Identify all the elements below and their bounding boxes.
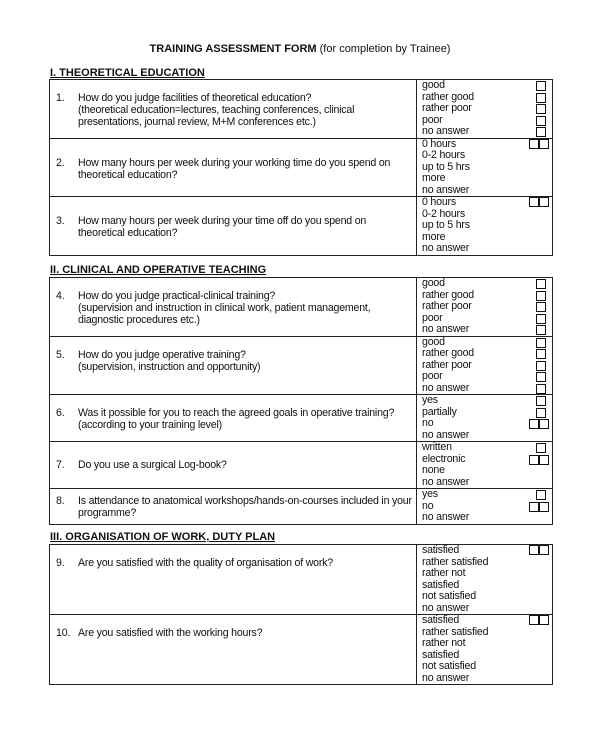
answer-checkbox[interactable] xyxy=(536,396,546,406)
answer-checkbox[interactable] xyxy=(539,455,549,465)
answer-option: poor xyxy=(422,113,443,126)
answer-option: no answer xyxy=(422,475,470,488)
answer-checkbox[interactable] xyxy=(536,127,546,137)
answer-checkbox[interactable] xyxy=(536,325,546,335)
answer-option: satisfied xyxy=(422,614,460,626)
question-text: Is attendance to anatomical workshops/hands-on-courses included in your programme? xyxy=(78,495,412,519)
answer-option: rather satisfied xyxy=(422,625,489,638)
answer-checkbox[interactable] xyxy=(536,372,546,382)
question-number: 6. xyxy=(56,407,65,419)
section-heading: I. THEORETICAL EDUCATION xyxy=(50,67,205,79)
answer-option: rather satisfied xyxy=(422,555,489,568)
answer-checkbox[interactable] xyxy=(536,349,546,359)
question-row xyxy=(50,278,553,337)
answer-option: 0-2 hours xyxy=(422,207,465,220)
answer-option: more xyxy=(422,172,446,184)
answer-option: no answer xyxy=(422,601,470,614)
answer-checkbox[interactable] xyxy=(536,291,546,301)
answer-checkbox[interactable] xyxy=(536,302,546,312)
question-text: Do you use a surgical Log-book? xyxy=(78,459,227,471)
answer-option: not satisfied xyxy=(422,590,476,602)
question-row xyxy=(50,138,553,197)
answer-option: satisfied xyxy=(422,578,460,591)
answer-option: yes xyxy=(422,488,438,500)
answer-checkbox[interactable] xyxy=(536,361,546,371)
answer-option: no answer xyxy=(422,183,470,196)
answer-option: poor xyxy=(422,370,443,382)
answer-option: no answer xyxy=(422,671,470,684)
question-text: Was it possible for you to reach the agreed goals in operative training? (according to your training level) xyxy=(78,407,395,431)
answer-checkbox[interactable] xyxy=(529,139,539,149)
answer-option: up to 5 hrs xyxy=(422,219,470,231)
answer-checkbox[interactable] xyxy=(539,615,549,625)
answer-option: partially xyxy=(422,405,457,418)
answer-checkbox[interactable] xyxy=(539,502,549,512)
question-number: 8. xyxy=(56,495,65,507)
answer-option: rather good xyxy=(422,90,474,103)
answer-option: rather good xyxy=(422,288,474,301)
answer-checkbox[interactable] xyxy=(529,545,539,555)
answer-checkbox[interactable] xyxy=(536,384,546,394)
question-number: 5. xyxy=(56,348,65,361)
question-text: How do you judge operative training? (supervision, instruction and opportunity) xyxy=(78,348,261,373)
answer-option: no answer xyxy=(422,125,470,137)
answer-option: no answer xyxy=(422,242,470,254)
question-text: How many hours per week during your time off do you spend on theoretical education? xyxy=(78,215,367,239)
answer-option: up to 5 hrs xyxy=(422,160,470,173)
question-table xyxy=(49,544,553,685)
answer-option: 0 hours xyxy=(422,137,456,150)
question-text: Are you satisfied with the quality of organisation of work? xyxy=(78,557,333,569)
question-number: 10. xyxy=(56,627,71,639)
answer-checkbox[interactable] xyxy=(529,502,539,512)
question-row xyxy=(50,615,553,685)
question-number: 4. xyxy=(56,290,65,302)
answer-option: satisfied xyxy=(422,544,460,556)
answer-option: rather poor xyxy=(422,358,472,371)
answer-checkbox[interactable] xyxy=(539,419,549,429)
question-row xyxy=(50,545,553,615)
answer-option: 0 hours xyxy=(422,196,456,208)
question-row xyxy=(50,336,553,395)
answer-option: more xyxy=(422,230,446,243)
question-text: How many hours per week during your working time do you spend on theoretical education? xyxy=(78,156,391,181)
answer-option: rather poor xyxy=(422,102,472,114)
question-row xyxy=(50,197,553,256)
answer-option: poor xyxy=(422,311,443,324)
answer-option: satisfied xyxy=(422,648,460,661)
answer-checkbox[interactable] xyxy=(539,545,549,555)
answer-checkbox[interactable] xyxy=(536,490,546,500)
answer-checkbox[interactable] xyxy=(536,81,546,91)
answer-option: 0-2 hours xyxy=(422,149,465,161)
answer-option: rather poor xyxy=(422,300,472,312)
question-table xyxy=(49,79,553,256)
answer-option: good xyxy=(422,79,445,91)
question-table xyxy=(49,277,553,525)
answer-checkbox[interactable] xyxy=(529,455,539,465)
answer-option: none xyxy=(422,464,445,476)
question-number: 9. xyxy=(56,557,65,569)
answer-option: no xyxy=(422,499,434,512)
section-heading: III. ORGANISATION OF WORK, DUTY PLAN xyxy=(50,531,276,543)
question-number: 7. xyxy=(56,459,65,471)
answer-option: no answer xyxy=(422,511,470,523)
answer-checkbox[interactable] xyxy=(536,116,546,126)
answer-checkbox[interactable] xyxy=(539,197,549,207)
question-text: Are you satisfied with the working hours? xyxy=(78,627,263,639)
answer-checkbox[interactable] xyxy=(536,104,546,114)
answer-option: rather good xyxy=(422,347,474,359)
question-row xyxy=(50,489,553,525)
answer-option: good xyxy=(422,335,445,348)
form-title: TRAINING ASSESSMENT FORM (for completion by Trainee) xyxy=(149,43,451,55)
question-row xyxy=(50,395,553,442)
question-text: How do you judge practical-clinical training? (supervision and instruction in clinical work, patient management, diagnostic procedures etc.) xyxy=(78,290,371,326)
answer-option: good xyxy=(422,277,445,289)
question-row xyxy=(50,442,553,489)
answer-checkbox[interactable] xyxy=(536,408,546,418)
answer-option: no answer xyxy=(422,428,470,441)
question-number: 2. xyxy=(56,156,65,169)
answer-option: yes xyxy=(422,394,438,406)
answer-checkbox[interactable] xyxy=(536,279,546,289)
answer-checkbox[interactable] xyxy=(536,338,546,348)
answer-option: no xyxy=(422,417,434,429)
answer-checkbox[interactable] xyxy=(536,93,546,103)
answer-option: no answer xyxy=(422,381,470,394)
answer-option: rather not xyxy=(422,637,466,649)
answer-option: electronic xyxy=(422,452,466,465)
answer-option: not satisfied xyxy=(422,660,476,672)
answer-checkbox[interactable] xyxy=(536,314,546,324)
answer-option: no answer xyxy=(422,323,470,335)
answer-option: written xyxy=(422,441,452,453)
answer-checkbox[interactable] xyxy=(529,197,539,207)
answer-checkbox[interactable] xyxy=(529,419,539,429)
question-row xyxy=(50,80,553,139)
question-number: 1. xyxy=(56,92,65,104)
answer-checkbox[interactable] xyxy=(536,443,546,453)
answer-option: rather not xyxy=(422,567,466,579)
question-text: How do you judge facilities of theoretical education? (theoretical education=lectures, teaching conferences, clinical presentations, journal review, M+M conferences etc.) xyxy=(78,92,355,128)
question-number: 3. xyxy=(56,215,65,227)
answer-checkbox[interactable] xyxy=(539,139,549,149)
answer-checkbox[interactable] xyxy=(529,615,539,625)
section-heading: II. CLINICAL AND OPERATIVE TEACHING xyxy=(50,264,267,276)
